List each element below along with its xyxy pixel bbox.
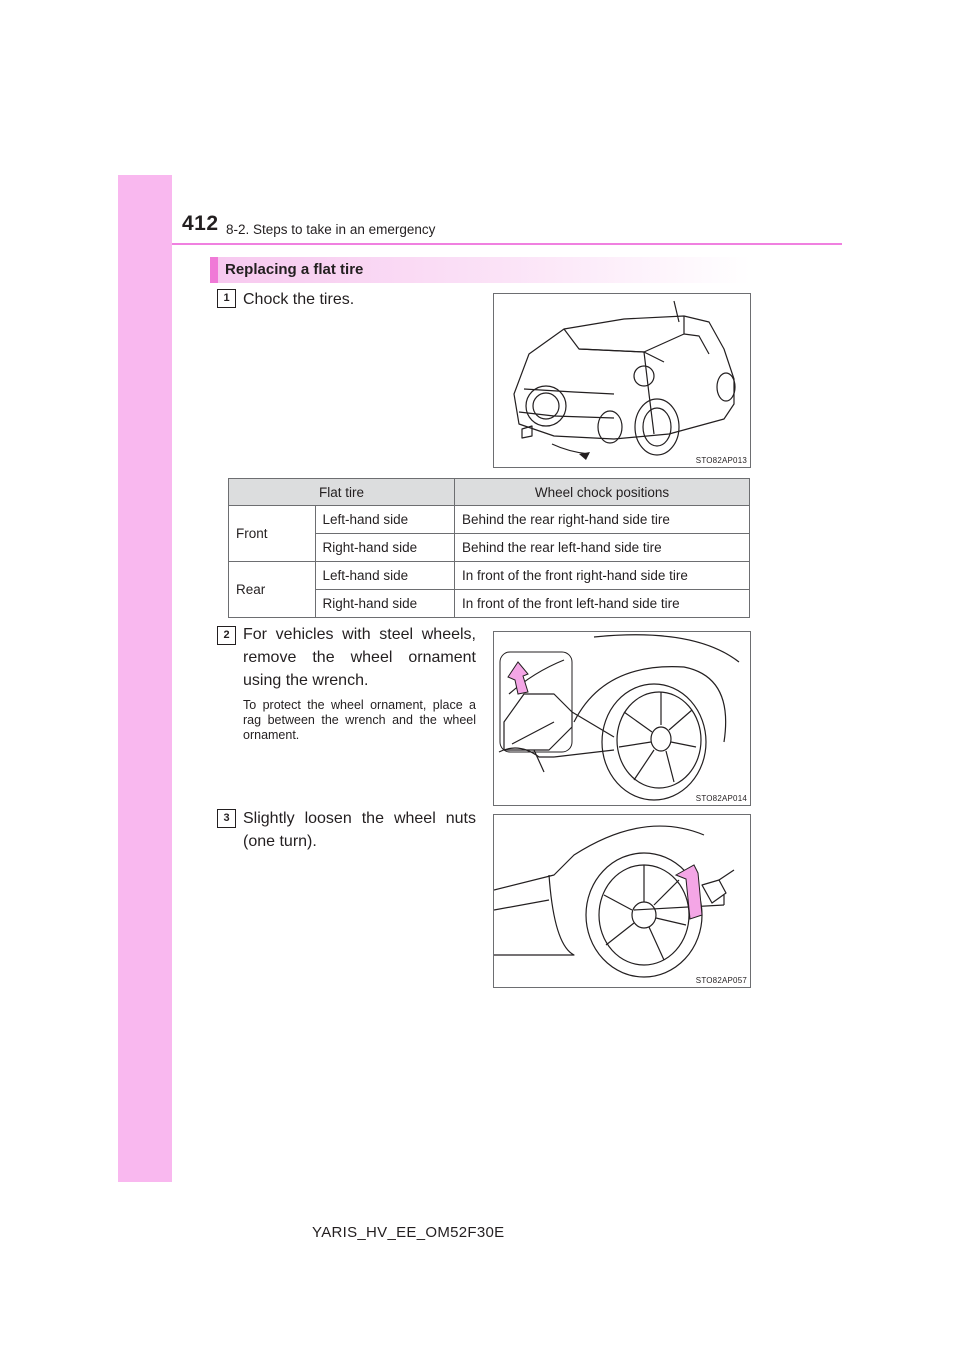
section-title: 8-2. Steps to take in an emergency bbox=[226, 222, 436, 237]
step-2-note: To protect the wheel ornament, place a rag between the wrench and the wheel ornament. bbox=[243, 698, 476, 742]
table-cell-side: Left-hand side bbox=[315, 562, 454, 590]
step-number-2: 2 bbox=[217, 626, 236, 645]
table-row bbox=[229, 562, 750, 590]
table-cell-side: Right-hand side bbox=[315, 590, 454, 618]
wheel-nuts-illustration bbox=[494, 815, 750, 987]
footer-manual-code: YARIS_HV_EE_OM52F30E bbox=[312, 1224, 505, 1241]
table-group-rear: Rear bbox=[229, 562, 316, 618]
side-tab-bar bbox=[118, 175, 172, 1182]
table-cell-position: Behind the rear right-hand side tire bbox=[455, 506, 750, 534]
figure-code: STO82AP013 bbox=[695, 456, 747, 465]
figure-chock-tires bbox=[493, 293, 751, 468]
table-header-row bbox=[229, 479, 750, 506]
step-3-text: Slightly loosen the wheel nuts (one turn). bbox=[243, 810, 476, 850]
section-banner bbox=[210, 257, 750, 283]
header-rule bbox=[172, 243, 842, 245]
table-cell-position: In front of the front left-hand side tire bbox=[455, 590, 750, 618]
table-header-chock-positions: Wheel chock positions bbox=[455, 479, 750, 506]
wheel-chock-table bbox=[228, 478, 750, 618]
banner-accent-bar bbox=[210, 257, 218, 283]
table-cell-side: Left-hand side bbox=[315, 506, 454, 534]
table-cell-position: In front of the front right-hand side tire bbox=[455, 562, 750, 590]
table-cell-side: Right-hand side bbox=[315, 534, 454, 562]
step-number-1: 1 bbox=[217, 289, 236, 308]
figure-code: STO82AP057 bbox=[695, 976, 747, 985]
page-number: 412 bbox=[182, 212, 219, 235]
banner-title: Replacing a flat tire bbox=[225, 261, 364, 278]
step-1-text: Chock the tires. bbox=[243, 291, 355, 308]
step-2-text: For vehicles with steel wheels, remove the wheel ornament using the wrench. bbox=[243, 626, 476, 689]
table-group-front: Front bbox=[229, 506, 316, 562]
figure-loosen-nuts bbox=[493, 814, 751, 988]
step-number-3: 3 bbox=[217, 809, 236, 828]
figure-remove-ornament bbox=[493, 631, 751, 806]
table-cell-position: Behind the rear left-hand side tire bbox=[455, 534, 750, 562]
table-header-flat-tire: Flat tire bbox=[229, 479, 455, 506]
wheel-ornament-illustration bbox=[494, 632, 750, 805]
figure-code: STO82AP014 bbox=[695, 794, 747, 803]
car-chock-illustration bbox=[494, 294, 750, 467]
table-row bbox=[229, 506, 750, 534]
